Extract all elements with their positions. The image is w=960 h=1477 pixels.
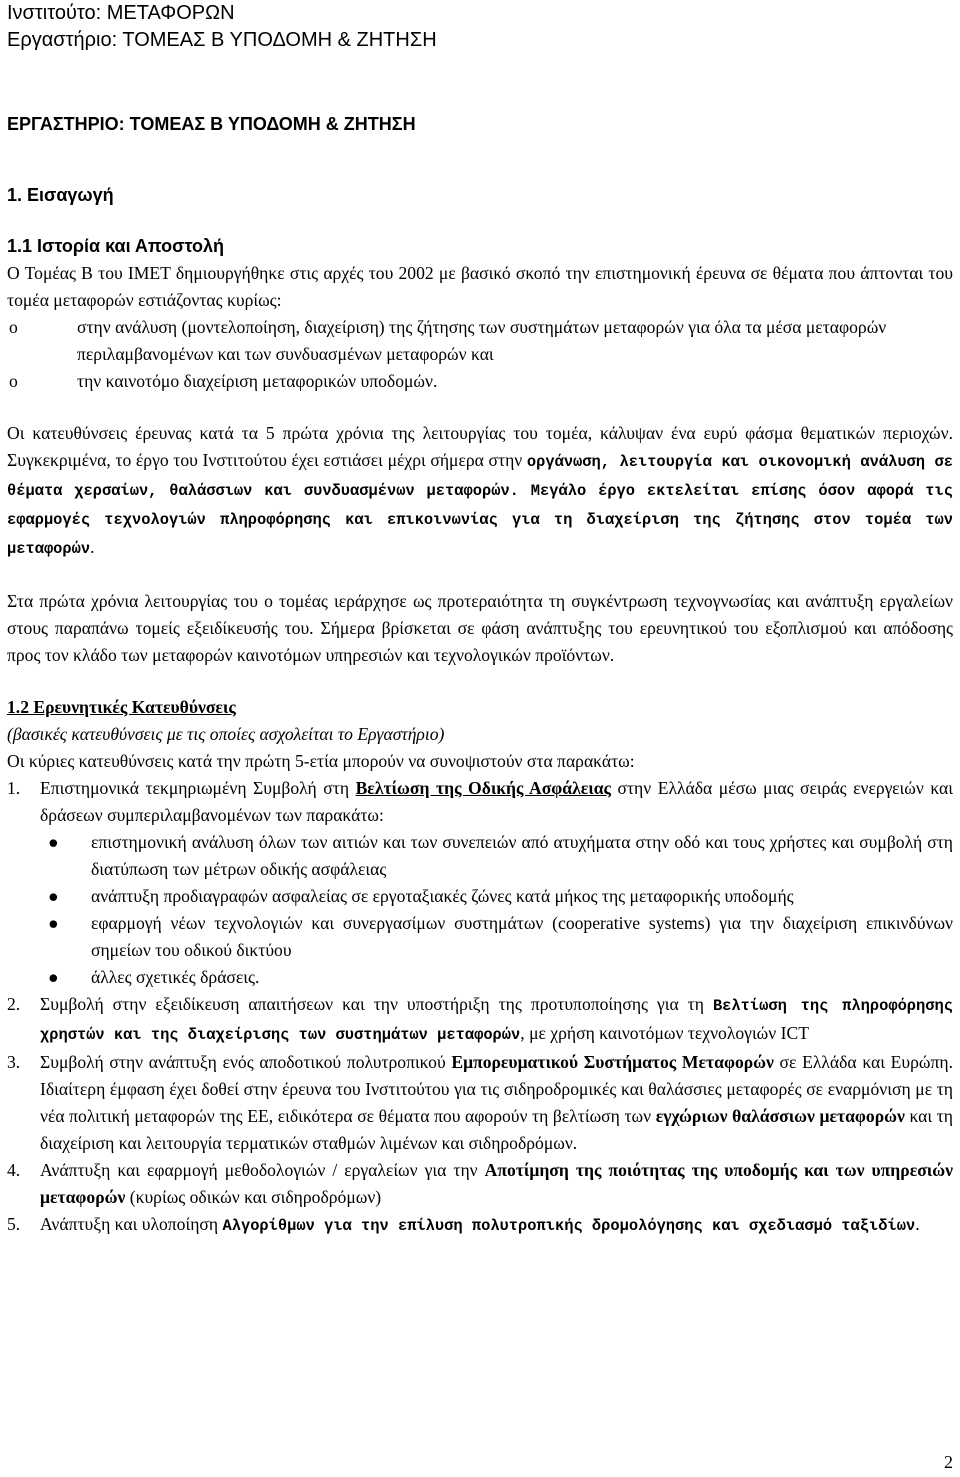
bullet-text: εφαρμογή νέων τεχνολογιών και συνεργασίμων συστημάτων (cooperative systems) για την διαχείριση επικινδύνων σημείων του οδικού δικτύου (91, 913, 953, 960)
bullet-icon: ● (48, 832, 59, 852)
item-highlight: Αποτίμηση της ποιότητας της υποδομής και των υπηρεσιών μεταφορών (40, 1160, 953, 1207)
list-item (7, 314, 953, 368)
list-item (40, 829, 953, 883)
section-heading-history: 1.1 Ιστορία και Αποστολή (7, 236, 225, 256)
research-list (7, 775, 953, 1240)
item-highlight: Βελτίωση της Οδικής Ασφάλειας (355, 778, 611, 798)
list-item (40, 910, 953, 964)
item-text: στην Ελλάδα μέσω μιας σειράς ενεργειών και δράσεων συμπεριλαμβανομένων των παρακάτω: (40, 778, 953, 825)
para2-end: . (90, 537, 95, 557)
para2-bold-1: οργάνωση, λειτουργία και οικονομική ανάλυση σε θέματα χερσαίων, θαλάσσιων και συνδυασμένων μεταφορών. (7, 453, 953, 500)
page-number: 2 (944, 1452, 953, 1472)
focus-list (7, 314, 953, 395)
bullet-icon: ● (48, 886, 59, 906)
item-text: , με χρήση καινοτόμων τεχνολογιών ICT (520, 1023, 809, 1043)
item-text: Επιστημονικά τεκμηριωμένη Συμβολή στη (40, 778, 356, 798)
item-number: 1. (7, 778, 21, 798)
list-item (7, 775, 953, 991)
list-item (40, 964, 953, 991)
document-title: ΕΡΓΑΣΤΗΡΙΟ: ΤΟΜΕΑΣ Β ΥΠΟΔΟΜΗ & ΖΗΤΗΣΗ (7, 114, 416, 134)
para2-plain: Οι κατευθύνσεις έρευνας κατά τα 5 πρώτα χρόνια της λειτουργίας του τομέα, κάλυψαν ένα ευρύ φάσμα θεματικών περιοχών. Συγκεκριμένα, το έργο του Ινστιτούτου έχει εστιάσει μέχρι σήμερα στην (7, 423, 953, 470)
item-text: . (915, 1214, 920, 1234)
item-text: Συμβολή στην ανάπτυξη ενός αποδοτικού πολυτροπικού (40, 1052, 452, 1072)
item-text: Ανάπτυξη και εφαρμογή μεθοδολογιών / εργαλείων για την (40, 1160, 485, 1180)
focus-item-text: την καινοτόμο διαχείριση μεταφορικών υποδομών. (77, 371, 438, 391)
focus-item-text: στην ανάλυση (μοντελοποίηση, διαχείριση) της ζήτησης των συστημάτων μεταφορών για όλα τα μέσα μεταφορών περιλαμβανομένων και των συνδυασμένων μεταφορών και (77, 317, 887, 364)
item-number: 5. (7, 1214, 21, 1234)
research-directions-paragraph (7, 420, 953, 563)
item-text: (κυρίως οδικών και σιδηροδρόμων) (125, 1187, 382, 1207)
section-heading-introduction: 1. Εισαγωγή (7, 185, 114, 205)
header-institute: Ινστιτούτο: ΜΕΤΑΦΟΡΩΝ (7, 2, 235, 24)
bullet-list (40, 829, 953, 991)
bullet-icon: ● (48, 967, 59, 987)
priorities-paragraph: Στα πρώτα χρόνια λειτουργίας του ο τομέας ιεράρχησε ως προτεραιότητα τη συγκέντρωση τεχνογνωσίας και ανάπτυξη εργαλείων στους παραπάνω τομείς εξειδίκευσής του. Σήμερα βρίσκεται σε φάση ανάπτυξης του ερευνητικού του εξοπλισμού και απόδοσης προς τον κλάδο των μεταφορών καινοτόμων υπηρεσιών και τεχνολογικών προϊόντων. (7, 591, 953, 665)
list-item (7, 991, 953, 1049)
para2-bold-2: Μεγάλο έργο εκτελείται επίσης όσον αφορά τις εφαρμογές τεχνολογιών πληροφόρησης και επικοινωνίας για τη διαχείριση της ζήτησης στον τομέα των μεταφορών (7, 482, 953, 558)
list-item (7, 368, 953, 395)
item-number: 2. (7, 994, 21, 1014)
bullet-text: επιστημονική ανάλυση όλων των αιτιών και των συνεπειών από ατυχήματα στην οδό και τους χρήστες και συμβολή στη διατύπωση των μέτρων οδικής ασφάλειας (91, 832, 953, 879)
item-number: 3. (7, 1052, 21, 1072)
circle-bullet-icon: o (9, 371, 18, 391)
list-item (40, 883, 953, 910)
item-highlight: Αλγορίθμων για την επίλυση πολυτροπικής δρομολόγησης και σχεδιασμό ταξιδίων (222, 1217, 916, 1235)
circle-bullet-icon: o (9, 317, 18, 337)
list-item (7, 1049, 953, 1157)
intro-paragraph: Ο Τομέας Β του ΙΜΕΤ δημιουργήθηκε στις αρχές του 2002 με βασικό σκοπό την επιστημονική έρευνα σε θέματα που άπτονται του τομέα μεταφορών εστιάζοντας κυρίως: (7, 263, 953, 310)
bullet-text: ανάπτυξη προδιαγραφών ασφαλείας σε εργοταξιακές ζώνες κατά μήκος της μεταφορικής υποδομής (91, 886, 794, 906)
item-text: σε Ελλάδα και Ευρώπη. Ιδιαίτερη έμφαση έχει δοθεί στην έρευνα του Ινστιτούτου για τις σιδηροδρομικές και θαλάσσιες μεταφορές σε εναρμόνιση με τη νέα πολιτική μεταφορών της ΕΕ, ειδικότερα σε θέματα που αφορούν τη βελτίωση των (40, 1052, 953, 1126)
section-note: (βασικές κατευθύνσεις με τις οποίες ασχολείται το Εργαστήριο) (7, 724, 445, 744)
bullet-icon: ● (48, 913, 59, 933)
list-item (7, 1157, 953, 1211)
section-heading-research: 1.2 Ερευνητικές Κατευθύνσεις (7, 697, 236, 717)
item-highlight: εγχώριων θαλάσσιων μεταφορών (655, 1106, 905, 1126)
bullet-text: άλλες σχετικές δράσεις. (91, 967, 260, 987)
list-item (7, 1211, 953, 1240)
item-text: και τη διαχείριση και λειτουργία τερματικών σταθμών λιμένων και σιδηροδρόμων. (40, 1106, 953, 1153)
item-text: Ανάπτυξη και υλοποίηση (40, 1214, 223, 1234)
section-intro: Οι κύριες κατευθύνσεις κατά την πρώτη 5-ετία μπορούν να συνοψιστούν στα παρακάτω: (7, 751, 635, 771)
item-number: 4. (7, 1160, 21, 1180)
item-text: Συμβολή στην εξειδίκευση απαιτήσεων και την υποστήριξη της προτυποποίησης για τη (40, 994, 713, 1014)
page-header (7, 0, 953, 54)
item-highlight: Εμπορευματικού Συστήματος Μεταφορών (451, 1052, 774, 1072)
document-page (7, 0, 953, 1240)
item-highlight: Βελτίωση της πληροφόρησης χρηστών και της διαχείρισης των συστημάτων μεταφορών (40, 997, 953, 1044)
header-lab: Εργαστήριο: ΤΟΜΕΑΣ Β ΥΠΟΔΟΜΗ & ΖΗΤΗΣΗ (7, 29, 437, 51)
